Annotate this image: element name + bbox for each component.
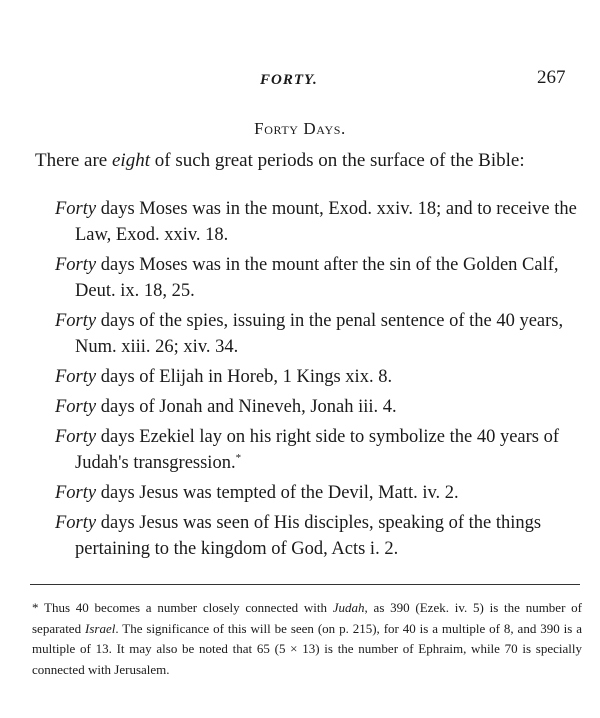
entry-lead: Forty: [55, 427, 97, 447]
footnote-divider: [30, 584, 580, 585]
entry-lead: Forty: [55, 513, 97, 533]
entry-lead: Forty: [55, 199, 97, 219]
entry-text: days Jesus was tempted of the Devil, Matt. iv. 2.: [96, 483, 459, 503]
section-title: Forty Days.: [254, 119, 346, 138]
entry-lead: Forty: [55, 483, 97, 503]
entry-text: days Moses was in the mount, Exod. xxiv. 18; and to receive the Law, Exod. xxiv. 18.: [75, 199, 577, 245]
footnote-marker[interactable]: *: [235, 451, 242, 464]
footnote: [32, 598, 582, 680]
intro-before: There are: [35, 150, 112, 171]
intro-after: of such great periods on the surface of the Bible:: [150, 150, 525, 171]
list-item: [55, 424, 580, 476]
list-item: [55, 196, 580, 248]
entry-lead: Forty: [55, 397, 97, 417]
footnote-israel: Israel: [85, 620, 116, 636]
list-item: [55, 394, 580, 420]
footnote-judah: Judah: [332, 600, 365, 615]
entry-lead: Forty: [55, 311, 97, 331]
entry-lead: Forty: [55, 367, 97, 387]
entry-text: days of Jonah and Nineveh, Jonah iii. 4.: [96, 397, 397, 417]
list-item: [55, 364, 580, 390]
footnote-part-1: * Thus 40 becomes a number closely connected with: [32, 600, 333, 615]
list-item: [55, 510, 580, 562]
list-item: [55, 252, 580, 304]
page-number: 267: [537, 67, 566, 88]
running-title: FORTY.: [260, 72, 318, 88]
intro-paragraph: [35, 148, 580, 174]
list-item: [55, 308, 580, 360]
entry-text: days of Elijah in Horeb, 1 Kings xix. 8.: [96, 367, 393, 387]
entry-text: days of the spies, issuing in the penal sentence of the 40 years, Num. xiii. 26; xiv. 34.: [75, 311, 564, 357]
list-item: [55, 480, 580, 506]
entry-text: days Jesus was seen of His disciples, speaking of the things pertaining to the kingdom of God, Acts i. 2.: [75, 513, 542, 559]
footnote-part-2: , as 390 (Ezek. iv. 5) is the number of separated: [32, 600, 582, 636]
entry-lead: Forty: [55, 255, 97, 275]
footnote-part-3: . The significance of this will be seen (on p. 215), for 40 is a multiple of 8, and 390 is a multiple of 13. It may also be noted that 65 (5 × 13) is the number of Ephraim, while 70 is specially connected with Jerusalem.: [32, 620, 582, 677]
intro-emphasis: eight: [112, 150, 150, 171]
forty-days-list: [55, 196, 580, 566]
entry-text: days Moses was in the mount after the sin of the Golden Calf, Deut. ix. 18, 25.: [75, 255, 559, 301]
entry-text: days Ezekiel lay on his right side to symbolize the 40 years of Judah's transgression.: [75, 427, 560, 473]
